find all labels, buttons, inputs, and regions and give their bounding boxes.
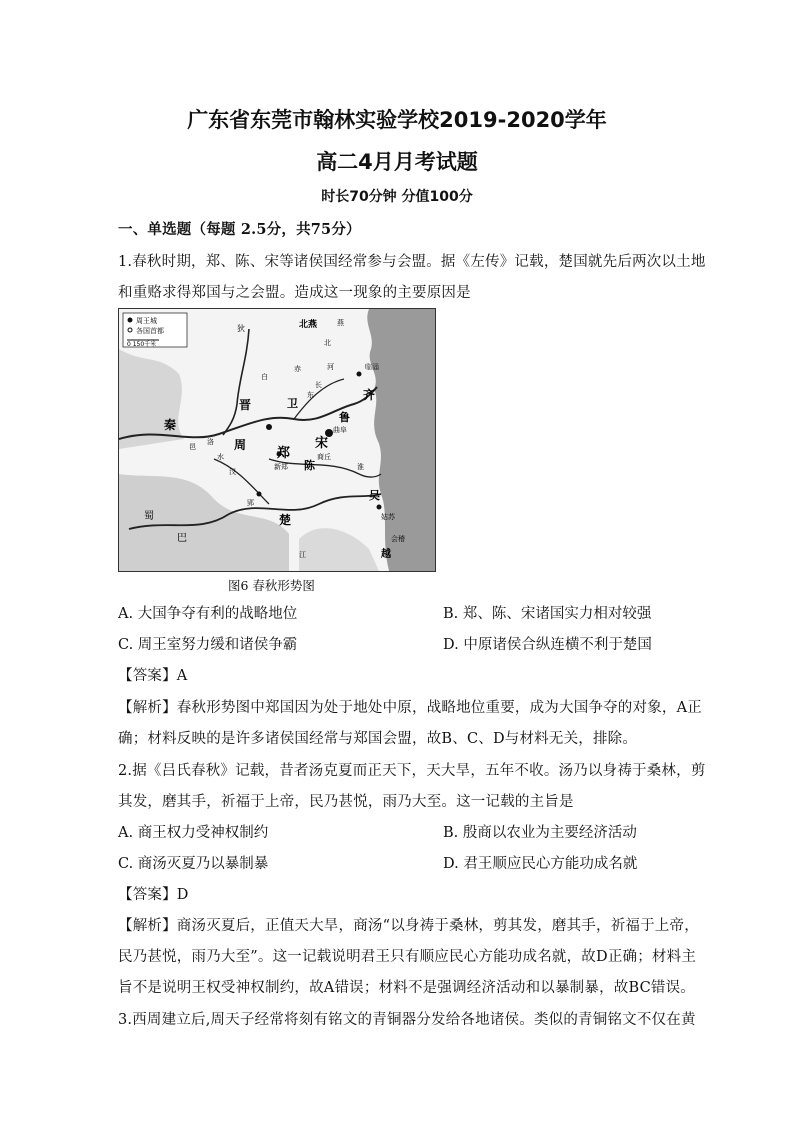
label-chu: 楚 — [279, 513, 292, 527]
label-kuaiji: 会稽 — [391, 535, 405, 543]
label-bei: 北 — [324, 339, 331, 347]
fen-river — [223, 329, 252, 435]
figure-caption: 图6 春秋形势图 — [228, 578, 315, 593]
label-shangqiu: 商丘 — [317, 453, 331, 461]
label-yan-city: 燕 — [337, 319, 344, 327]
label-wu: 吴 — [369, 489, 380, 502]
label-wei: 卫 — [287, 397, 298, 410]
label-song: 宋 — [315, 436, 329, 451]
label-yi: 邑 — [189, 443, 196, 451]
map-svg — [119, 309, 435, 571]
spring-autumn-map — [118, 308, 436, 572]
legend-royal-city-icon — [128, 318, 133, 323]
q2-option-c: C. 商汤灭夏乃以暴制暴 — [118, 856, 269, 872]
q1-analysis-line2: 确；材料反映的是许多诸侯国经常与郑国会盟，故B、C、D与材料无关，排除。 — [118, 731, 638, 747]
label-di: 狄 — [237, 324, 245, 333]
label-ba: 巴 — [177, 533, 187, 544]
exam-subtitle: 时长70分钟 分值100分 — [321, 189, 473, 205]
label-luo: 洛 — [207, 438, 214, 446]
q2-answer: 【答案】D — [118, 887, 189, 903]
label-zhou: 周 — [234, 438, 247, 452]
city-dot — [357, 372, 362, 377]
q2-analysis-line3: 旨不是说明王权受神权制约，故A错误；材料不是强调经济活动和以暴制暴，故BC错误。 — [118, 980, 695, 996]
q2-stem-line1: 2.据《吕氏春秋》记载，昔者汤克夏而正天下，天大旱，五年不收。汤乃以身祷于桑林，剪 — [118, 763, 706, 779]
q1-option-b: B. 郑、陈、宋诸国实力相对较强 — [443, 606, 652, 622]
q2-option-b: B. 殷商以农业为主要经济活动 — [443, 825, 637, 841]
label-chang: 长 — [315, 381, 322, 389]
q1-analysis-line1: 【解析】春秋形势图中郑国因为处于地处中原，战略地位重要，成为大国争夺的对象，A正 — [118, 700, 702, 716]
q2-option-d: D. 君王顺应民心方能功成名就 — [443, 856, 638, 872]
exam-title-line2: 高二4月月考试题 — [316, 150, 478, 174]
label-jin: 晋 — [239, 398, 252, 412]
exam-title-line1: 广东省东莞市翰林实验学校2019-2020学年 — [187, 108, 607, 132]
label-lu: 鲁 — [339, 411, 350, 424]
label-bei-yan: 北燕 — [299, 320, 318, 330]
label-dong: 东 — [307, 391, 314, 399]
label-qin: 秦 — [164, 418, 177, 432]
label-qufu: 曲阜 — [333, 426, 347, 434]
label-chi: 赤 — [294, 365, 301, 373]
city-dot — [257, 492, 262, 497]
southern-highland — [119, 474, 292, 571]
q2-analysis-line1: 【解析】商汤灭夏后，正值天大旱，商汤“以身祷于桑林，剪其发，磨其手，祈福于上帝， — [118, 918, 699, 934]
label-zheng: 郑 — [277, 446, 291, 461]
q1-option-c: C. 周王室努力缓和诸侯争霸 — [118, 637, 298, 653]
label-huai: 淮 — [357, 463, 364, 471]
label-bai: 白 — [261, 373, 268, 381]
q2-stem-line2: 其发，磨其手，祈福于上帝，民乃甚悦，雨乃大至。这一记载的主旨是 — [118, 794, 574, 810]
southeast-hills — [299, 528, 379, 571]
city-dot — [266, 424, 272, 430]
label-ying: 郢 — [247, 499, 254, 507]
label-han: 汉 — [229, 468, 236, 476]
q1-stem-line2: 和重赂求得郑国与之会盟。造成这一现象的主要原因是 — [118, 285, 471, 301]
section-heading: 一、单选题（每题 2.5分，共75分） — [118, 221, 361, 238]
legend-capitals: 各国首都 — [136, 327, 164, 335]
label-qi: 齐 — [363, 388, 376, 402]
q1-stem-line1: 1.春秋时期，郑、陈、宋等诸侯国经常参与会盟。据《左传》记载，楚国就先后两次以土地 — [118, 254, 706, 270]
han-river — [214, 459, 269, 504]
label-yue: 越 — [381, 549, 391, 560]
q2-analysis-line2: 民乃甚悦，雨乃大至”。这一记载说明君王只有顺应民心方能功成名就，故D正确；材料主 — [118, 949, 697, 965]
label-chen: 陈 — [304, 459, 315, 472]
label-gusu: 姑苏 — [381, 513, 395, 521]
label-jiang: 江 — [299, 551, 306, 559]
label-linzi: 临淄 — [365, 363, 379, 371]
q1-answer: 【答案】A — [118, 668, 188, 684]
city-dot — [377, 505, 382, 510]
q2-option-a: A. 商王权力受神权制约 — [118, 825, 269, 841]
sea-area — [367, 309, 435, 571]
q1-option-a: A. 大国争夺有利的战略地位 — [118, 606, 298, 622]
label-xinzheng: 新郑 — [274, 463, 288, 471]
legend-scale: 0 150千米 — [127, 341, 157, 348]
label-shui: 水 — [217, 453, 224, 461]
legend-royal-city: 周王城 — [136, 317, 157, 325]
q3-stem-line1: 3.西周建立后,周天子经常将刻有铭文的青铜器分发给各地诸侯。类似的青铜铭文不仅在黄 — [118, 1012, 696, 1028]
label-shu: 蜀 — [144, 511, 154, 522]
q1-option-d: D. 中原诸侯合纵连横不利于楚国 — [443, 637, 652, 653]
label-he: 河 — [327, 363, 334, 371]
